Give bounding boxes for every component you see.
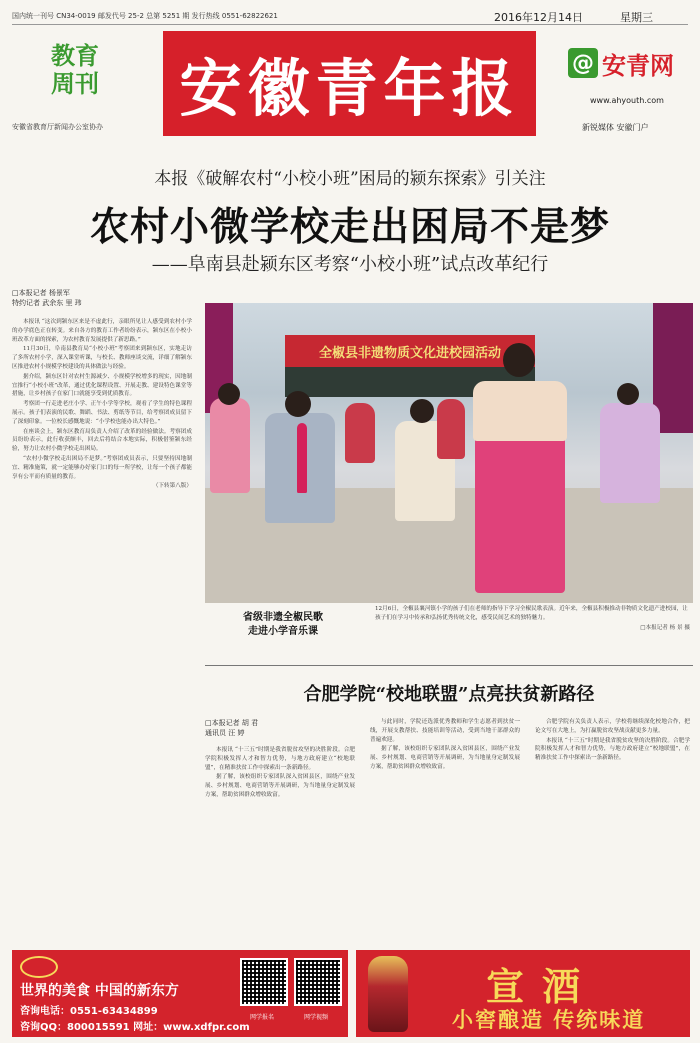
photo-credit: □本报记者 杨 景 摄 [640, 625, 690, 631]
qr-label: 网学视频 [303, 1014, 328, 1021]
dancer-scarf [297, 423, 307, 493]
ad-brand-name: 宣酒 [486, 964, 599, 1009]
body-paragraph: 据介绍，颍东区针对农村生源减少、小规模学校增多的现实，因地制宜推行“小校小班”改革，通过优化课程设置、开展走教、建设特色课堂等措施，让乡村孩子在家门口就能享受到优质教育。 [12, 373, 192, 398]
dancer-figure [210, 398, 250, 493]
body-paragraph: 合肥学院有关负责人表示，学校将继续深化校地合作，把论文写在大地上，为打赢脱贫攻坚战贡献更多力量。 [535, 719, 690, 734]
ad-slogan: 世界的美食 中国的新东方 [20, 983, 179, 999]
body-paragraph: 11月30日，阜南县教育局“小校小班”考察团来到颍东区，实地走访了多所农村小学，深入课堂听课，与校长、教师座谈交流，详细了解颍东区推进农村小规模学校建设的具体做法与经验。 [12, 346, 192, 370]
qr-code-icon[interactable] [240, 958, 288, 1006]
ad-phone: 咨询电话：0551-63434899 [20, 1006, 158, 1017]
body-paragraph: “农村小微学校走出困局不是梦。”考察团成员表示，只要坚持因地制宜、精准施策，就一定能够办好家门口的每一所学校，让每一个孩子都能享有公平而有质量的教育。 [12, 455, 192, 480]
issue-date: 2016年12月14日 [494, 11, 583, 24]
website-url: www.ahyouth.com [590, 96, 664, 105]
body-paragraph: 本报讯 “十三五”时期是我省脱贫攻坚的决胜阶段。合肥学院积极发挥人才和智力优势，与地方政府建立“校地联盟”，在精准扶贫工作中探索出一条新路径。 [535, 737, 690, 762]
edu-logo-line2: 周刊 [51, 70, 99, 98]
dancer-head [617, 383, 639, 405]
body-paragraph: 与此同时，学院还选派优秀教师和学生志愿者到扶贫一线，开展支教帮扶、技能培训等活动，受到当地干部群众的普遍欢迎。 [370, 719, 520, 743]
ad-tagline: 小窖酿造 传统味道 [452, 1007, 646, 1032]
body-paragraph: 本报讯 “十三五”时期是我省脱贫攻坚的决胜阶段。合肥学院积极发挥人才和智力优势，与地方政府建立“校地联盟”，在精准扶贫工作中探索出一条新路径。 [205, 747, 355, 771]
education-weekly-logo [40, 42, 110, 98]
body-paragraph: 据了解，该校组织专家团队深入贫困县区，围绕产业发展、乡村规划、电商营销等开展调研，为当地量身定制发展方案，帮助贫困群众增收致富。 [370, 746, 520, 770]
body-paragraph: 本报讯 “这次到颍东区来是不虚此行，亲眼所见让人感受到农村小学的办学底色正在转变。来自各方的教育工作者纷纷表示，颍东区在小校小班改革方面的探索，为农村教育发展提供了新思路。” [12, 319, 192, 343]
teacher-blouse [473, 381, 567, 441]
continued-note: （下转第八版） [152, 483, 192, 490]
teacher-head [503, 343, 535, 377]
lead-kicker: 本报《破解农村“小校小班”困局的颍东探索》引关注 [154, 169, 546, 189]
dancer-head [410, 399, 434, 423]
lead-byline [12, 288, 192, 308]
newspaper-title: 安徽青年报 [179, 52, 520, 125]
photo-caption [375, 605, 690, 633]
masthead-info-bar [12, 8, 688, 25]
lead-subheadline: ——阜南县赴颍东区考察“小校小班”试点改革纪行 [151, 254, 549, 275]
story2-headline: 合肥学院“校地联盟”点亮扶贫新路径 [303, 684, 595, 705]
background-dancer [437, 399, 465, 459]
byline-line: 特约记者 武余东 里 玮 [12, 299, 82, 307]
qr-label: 网学报名 [249, 1014, 274, 1021]
byline-line: □本报记者 杨景军 [12, 289, 70, 297]
byline-line: 通讯员 汪 婷 [205, 729, 245, 737]
xuanjiu-advertisement[interactable] [356, 950, 690, 1037]
dancer-head [218, 383, 240, 405]
photo-banner: 全椒县非遗物质文化进校园活动 [285, 335, 535, 367]
background-dancer [345, 403, 375, 463]
newspaper-title-box [163, 31, 536, 136]
issue-info: 国内统一刊号 CN34-0019 邮发代号 25-2 总第 5251 期 发行热线 0551-62822621 [12, 12, 278, 20]
story2-column-1 [205, 746, 355, 936]
xdf-logo-icon [20, 956, 58, 978]
photo-caption-text: 12月6日，全椒县襄河镇小学的孩子们在老师的指导下学习全椒民歌表演。近年来，全椒县积极推动非物质文化遗产进校园，让孩子们在学习中传承和弘扬优秀传统文化，感受民间艺术的独特魅力。 [375, 606, 688, 621]
photo-caption-title: 省级非遗全椒民歌 走进小学音乐课 [243, 612, 323, 637]
story2-byline [205, 718, 355, 738]
website-logo [568, 48, 690, 78]
at-icon: @ [568, 48, 598, 78]
byline-line: □本报记者 胡 君 [205, 719, 259, 727]
story2-column-2 [370, 718, 520, 936]
lead-body-column [12, 318, 192, 930]
edu-logo-line1: 教育 [51, 42, 99, 70]
body-paragraph: 据了解，该校组织专家团队深入贫困县区，围绕产业发展、乡村规划、电商营销等开展调研，为当地量身定制发展方案，帮助贫困群众增收致富。 [205, 774, 355, 798]
ad-qq: 咨询QQ：800015591 网址：www.xdfpr.com [20, 1022, 250, 1033]
lead-headline: 农村小微学校走出困局不是梦 [89, 204, 610, 250]
xdf-advertisement[interactable] [12, 950, 348, 1037]
website-logo-text: 安青网 [602, 50, 674, 80]
qr-code-icon[interactable] [294, 958, 342, 1006]
dancer-figure [600, 403, 660, 503]
dancer-head [285, 391, 311, 417]
issue-weekday: 星期三 [620, 11, 653, 24]
body-paragraph: 在座谈会上，颍东区教育局负责人介绍了改革的经验做法。考察团成员纷纷表示，此行收获颇丰，回去后将结合本地实际，积极借鉴颍东经验，努力让农村小微学校走出困局。 [12, 428, 192, 453]
website-tagline: 新锐媒体 安徽门户 [582, 123, 649, 132]
dance-class-photo [205, 303, 693, 603]
story2-column-3 [535, 718, 690, 936]
body-paragraph: 考察团一行走进老庄小学、正午小学等学校，观看了学生的特色课程展示。孩子们表演的民歌、舞蹈、书法、剪纸等节目，给考察团成员留下了深刻印象。一位校长感慨地说：“小学校也能办出大特色。” [12, 401, 192, 425]
edu-co-organizer: 安徽省教育厅新闻办公室协办 [12, 123, 103, 131]
section-divider [205, 665, 693, 666]
liquor-bottle-icon [368, 956, 408, 1032]
